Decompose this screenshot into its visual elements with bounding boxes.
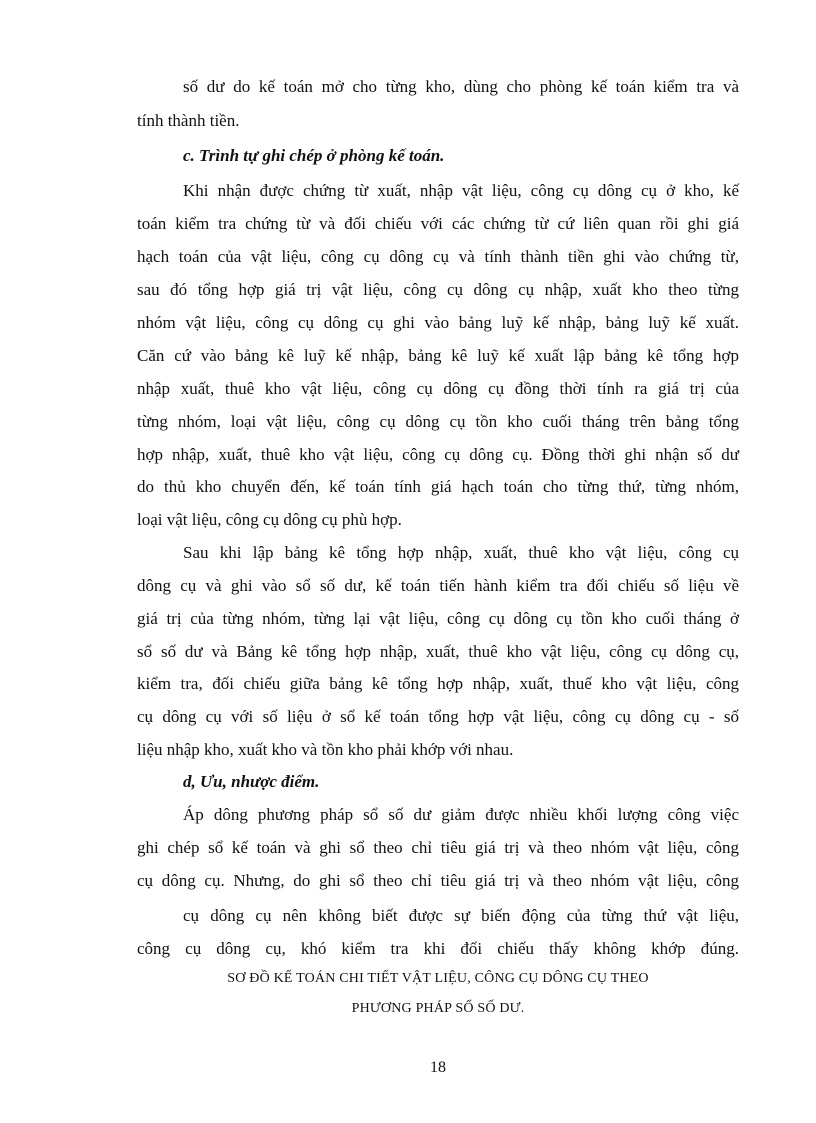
body-line: Áp dông phương pháp sổ số dư giảm được nhiều khối lượng công việc: [183, 805, 739, 824]
body-line: loại vật liệu, công cụ dông cụ phù hợp.: [137, 510, 402, 529]
body-line: do thủ kho chuyển đến, kế toán tính giá hạch toán cho từng thứ, từng nhóm,: [137, 477, 739, 496]
body-line: từng nhóm, loại vật liệu, công cụ dông cụ tồn kho cuối tháng trên bảng tổng: [137, 412, 739, 431]
body-line: giá trị của từng nhóm, từng lại vật liệu, công cụ dông cụ tồn kho cuối tháng ở: [137, 609, 739, 628]
body-line: nhóm vật liệu, công cụ dông cụ ghi vào bảng luỹ kế nhập, bảng luỹ kế xuất.: [137, 313, 739, 332]
body-line: số dư do kế toán mở cho từng kho, dùng cho phòng kế toán kiểm tra và: [183, 77, 739, 96]
body-line: Căn cứ vào bảng kê luỹ kế nhập, bảng kê luỹ kế xuất lập bảng kê tổng hợp: [137, 346, 739, 365]
body-line: liệu nhập kho, xuất kho và tồn kho phải khớp với nhau.: [137, 740, 514, 759]
body-line: cụ dông cụ với số liệu ở sổ kế toán tổng hợp vật liệu, công cụ dông cụ - số: [137, 707, 739, 726]
body-line: sau đó tổng hợp giá trị vật liệu, công cụ dông cụ nhập, xuất kho theo từng: [137, 280, 739, 299]
section-heading: d, Ưu, nhược điểm.: [183, 772, 320, 791]
body-line: cụ dông cụ. Nhưng, do ghi sổ theo chỉ tiêu giá trị và theo nhóm vật liệu, công: [137, 871, 739, 890]
body-line: hạch toán của vật liệu, công cụ dông cụ và tính thành tiền ghi vào chứng từ,: [137, 247, 739, 266]
body-line: sổ số dư và Bảng kê tổng hợp nhập, xuất, thuê kho vật liệu, công cụ dông cụ,: [137, 642, 739, 661]
body-line: toán kiểm tra chứng từ và đối chiếu với các chứng từ cứ liên quan rồi ghi giá: [137, 214, 739, 233]
body-line: Khi nhận được chứng từ xuất, nhập vật liệu, công cụ dông cụ ở kho, kế: [183, 181, 739, 200]
body-line: hợp nhập, xuất, thuê kho vật liệu, công cụ dông cụ. Đồng thời ghi nhận số dư: [137, 445, 739, 464]
section-heading: c. Trình tự ghi chép ở phòng kế toán.: [183, 146, 445, 165]
body-line: Sau khi lập bảng kê tổng hợp nhập, xuất, thuê kho vật liệu, công cụ: [183, 543, 739, 562]
body-line: tính thành tiền.: [137, 111, 240, 130]
page-number: 18: [430, 1059, 446, 1076]
diagram-caption-line-1: SƠ ĐỒ KẾ TOÁN CHI TIẾT VẬT LIỆU, CÔNG CỤ DÔNG CỤ THEO: [227, 971, 649, 986]
body-line: dông cụ và ghi vào sổ số dư, kế toán tiến hành kiểm tra đối chiếu số liệu về: [137, 576, 739, 595]
body-line: nhập xuất, thuê kho vật liệu, công cụ dông cụ đồng thời tính ra giá trị của: [137, 379, 739, 398]
body-line: ghi chép sổ kế toán và ghi sổ theo chỉ tiêu giá trị và theo nhóm vật liệu, công: [137, 838, 739, 857]
diagram-caption-line-2: PHƯƠNG PHÁP SỔ SỐ DƯ.: [351, 1001, 525, 1016]
body-line: cụ dông cụ nên không biết được sự biến động của từng thứ vật liệu,: [183, 906, 739, 925]
body-line: kiểm tra, đối chiếu giữa bảng kê tổng hợp nhập, xuất, thuế kho vật liệu, công: [137, 674, 739, 693]
body-line: công cụ dông cụ, khó kiểm tra khi đối chiếu thấy không khớp đúng.: [137, 939, 739, 958]
